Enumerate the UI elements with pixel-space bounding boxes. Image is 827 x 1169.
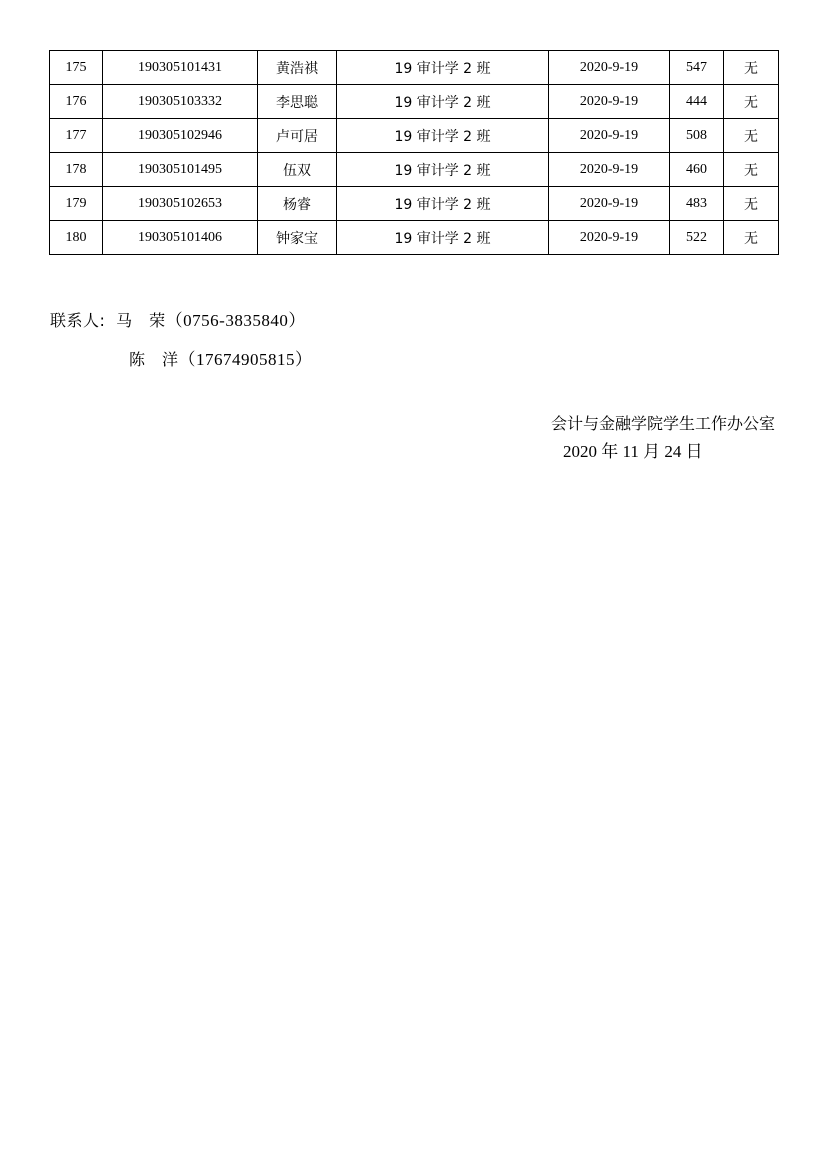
contact-phone-2: （17674905815） <box>178 350 313 369</box>
row-number: 180 <box>50 221 103 255</box>
contact-phone-1: （0756-3835840） <box>165 311 306 330</box>
note: 无 <box>724 153 779 187</box>
class-name: 19 审计学 2 班 <box>337 153 549 187</box>
student-name: 黄浩祺 <box>258 51 337 85</box>
class-name: 19 审计学 2 班 <box>337 85 549 119</box>
table-row <box>50 85 779 119</box>
student-id: 190305101495 <box>103 153 258 187</box>
student-id: 190305101431 <box>103 51 258 85</box>
contact-line-2 <box>129 345 313 370</box>
signature-date-text: 2020 年 11 月 24 日 <box>563 442 703 461</box>
date: 2020-9-19 <box>549 85 670 119</box>
student-name: 杨睿 <box>258 187 337 221</box>
score: 460 <box>670 153 724 187</box>
student-name: 李思聪 <box>258 85 337 119</box>
class-name: 19 审计学 2 班 <box>337 119 549 153</box>
table-row <box>50 221 779 255</box>
student-id: 190305102653 <box>103 187 258 221</box>
score: 522 <box>670 221 724 255</box>
student-id: 190305101406 <box>103 221 258 255</box>
score: 483 <box>670 187 724 221</box>
student-table-body <box>50 51 779 255</box>
contact-name-1: 马 荣 <box>116 311 166 330</box>
class-name: 19 审计学 2 班 <box>337 221 549 255</box>
signature-office-text: 会计与金融学院学生工作办公室 <box>550 414 775 433</box>
student-name: 卢可居 <box>258 119 337 153</box>
student-name: 伍双 <box>258 153 337 187</box>
table-row <box>50 51 779 85</box>
row-number: 176 <box>50 85 103 119</box>
date: 2020-9-19 <box>549 187 670 221</box>
class-name: 19 审计学 2 班 <box>337 187 549 221</box>
contact-label: 联系人: <box>50 311 106 330</box>
score: 444 <box>670 85 724 119</box>
note: 无 <box>724 85 779 119</box>
note: 无 <box>724 51 779 85</box>
signature-date <box>563 437 703 462</box>
student-name: 钟家宝 <box>258 221 337 255</box>
note: 无 <box>724 187 779 221</box>
note: 无 <box>724 221 779 255</box>
row-number: 178 <box>50 153 103 187</box>
class-name: 19 审计学 2 班 <box>337 51 549 85</box>
date: 2020-9-19 <box>549 153 670 187</box>
score: 508 <box>670 119 724 153</box>
table-row <box>50 119 779 153</box>
row-number: 179 <box>50 187 103 221</box>
contact-name-2: 陈 洋 <box>129 350 179 369</box>
contact-line-1 <box>50 306 306 331</box>
table-row <box>50 187 779 221</box>
note: 无 <box>724 119 779 153</box>
row-number: 177 <box>50 119 103 153</box>
date: 2020-9-19 <box>549 119 670 153</box>
student-id: 190305102946 <box>103 119 258 153</box>
signature-office <box>551 411 775 434</box>
student-id: 190305103332 <box>103 85 258 119</box>
score: 547 <box>670 51 724 85</box>
table-row <box>50 153 779 187</box>
date: 2020-9-19 <box>549 221 670 255</box>
date: 2020-9-19 <box>549 51 670 85</box>
row-number: 175 <box>50 51 103 85</box>
student-table <box>49 50 779 255</box>
